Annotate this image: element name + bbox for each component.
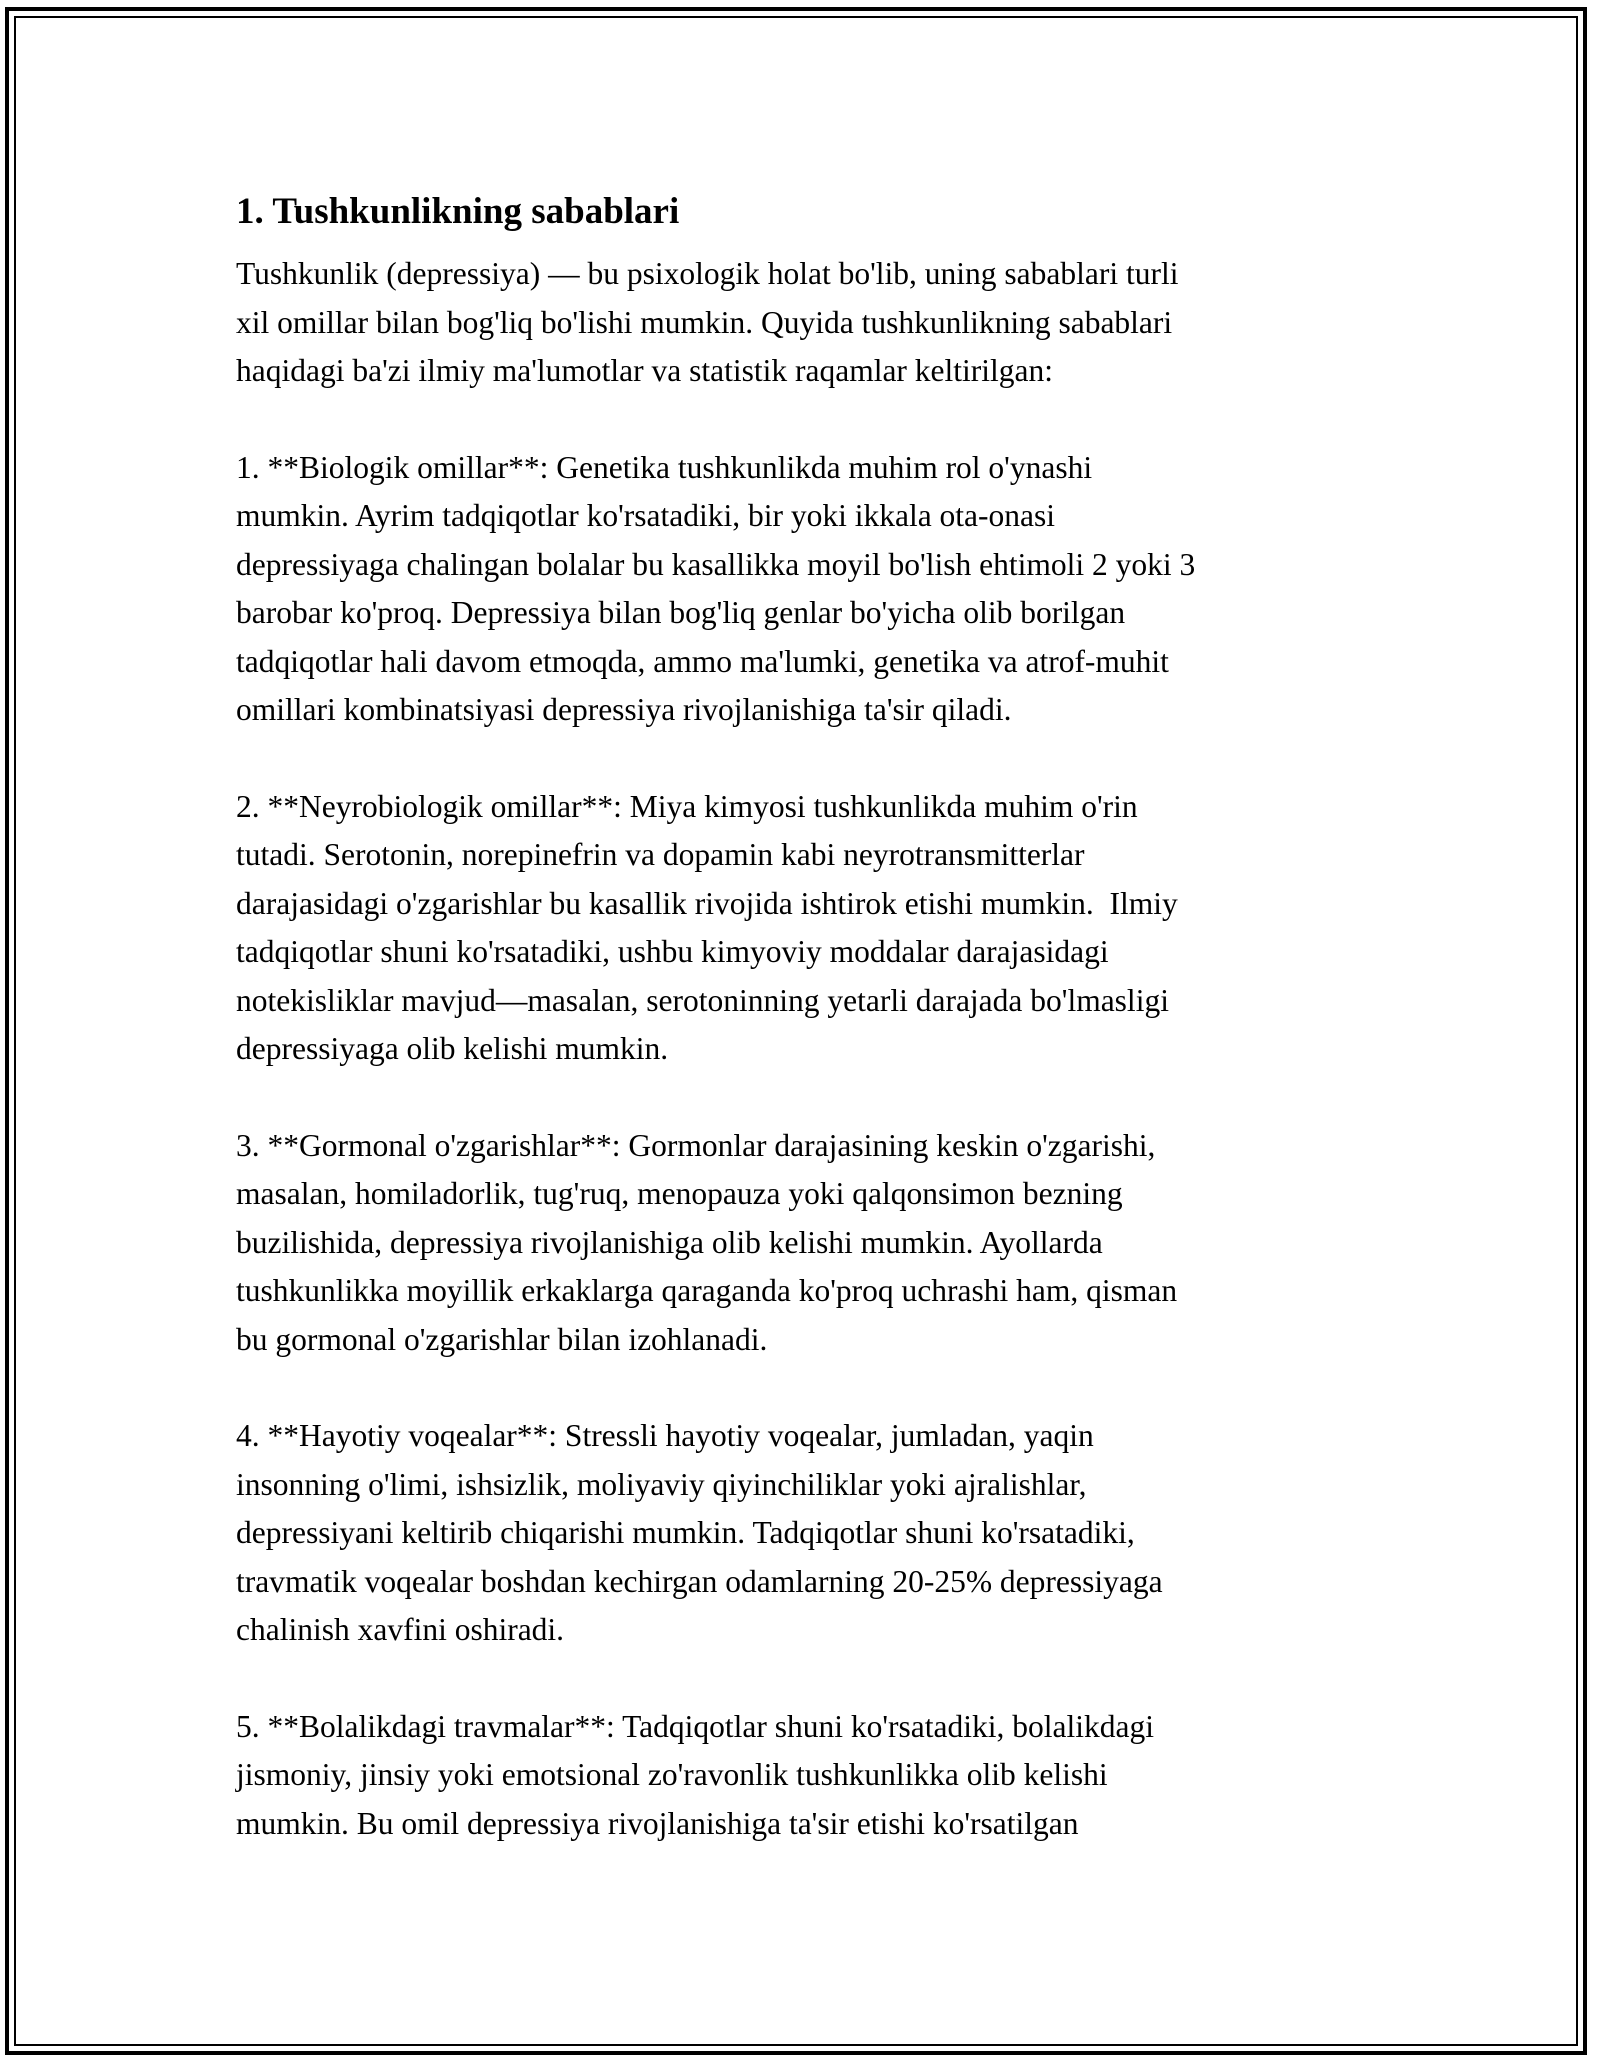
list-item-hormonal-changes [236,1122,1366,1365]
text-line: barobar ko'proq. Depressiya bilan bog'liq genlar bo'yicha olib borilgan [236,595,1126,630]
text-line: tadqiqotlar shuni ko'rsatadiki, ushbu kimyoviy moddalar darajasidagi [236,934,1109,969]
text-line: 1. **Biologik omillar**: Genetika tushkunlikda muhim rol o'ynashi [236,449,1093,485]
text-line: buzilishida, depressiya rivojlanishiga olib kelishi mumkin. Ayollarda [236,1224,1103,1260]
text-line: notekisliklar mavjud—masalan, serotoninning yetarli darajada bo'lmasligi [236,982,1169,1018]
text-line: 2. **Neyrobiologik omillar**: Miya kimyosi tushkunlikda muhim o'rin [236,788,1138,824]
text-line: 5. **Bolalikdagi travmalar**: Tadqiqotlar shuni ko'rsatadiki, bolalikdagi [236,1708,1154,1744]
text-line: haqidagi ba'zi ilmiy ma'lumotlar va statistik raqamlar keltirilgan: [236,353,1054,388]
text-line: darajasidagi o'zgarishlar bu kasallik rivojida ishtirok etishi mumkin. Ilmiy [236,885,1178,921]
text-line: depressiyaga olib kelishi mumkin. [236,1031,669,1066]
section-heading: 1. Tushkunlikning sabablari [236,191,680,232]
text-line: tutadi. Serotonin, norepinefrin va dopamin kabi neyrotransmitterlar [236,837,1085,872]
text-line: bu gormonal o'zgarishlar bilan izohlanadi. [236,1321,768,1357]
text-line: mumkin. Ayrim tadqiqotlar ko'rsatadiki, bir yoki ikkala ota-onasi [236,498,1056,533]
list-item-biological-factors [236,444,1366,735]
text-line: travmatik voqealar boshdan kechirgan odamlarning 20-25% depressiyaga [236,1563,1163,1599]
list-item-life-events [236,1412,1366,1655]
text-line: omillari kombinatsiyasi depressiya rivojlanishiga ta'sir qiladi. [236,692,1012,727]
intro-paragraph [236,250,1366,396]
text-line: chalinish xavfini oshiradi. [236,1612,565,1647]
text-line: depressiyani keltirib chiqarishi mumkin. Tadqiqotlar shuni ko'rsatadiki, [236,1515,1135,1550]
text-line: 4. **Hayotiy voqealar**: Stressli hayotiy voqealar, jumladan, yaqin [236,1418,1094,1453]
document-body [236,188,1366,1896]
text-line: tushkunlikka moyillik erkaklarga qaraganda ko'proq uchrashi ham, qisman [236,1273,1178,1308]
list-item-neurobiological-factors [236,783,1366,1074]
text-line: masalan, homiladorlik, tug'ruq, menopauza yoki qalqonsimon bezning [236,1176,1123,1211]
list-item-childhood-trauma [236,1703,1366,1849]
text-line: tadqiqotlar hali davom etmoqda, ammo ma'lumki, genetika va atrof-muhit [236,643,1169,679]
text-line: xil omillar bilan bog'liq bo'lishi mumkin. Quyida tushkunlikning sabablari [236,304,1173,340]
text-line: 3. **Gormonal o'zgarishlar**: Gormonlar darajasining keskin o'zgarishi, [236,1127,1156,1163]
text-line: Tushkunlik (depressiya) — bu psixologik holat bo'lib, uning sabablari turli [236,256,1179,291]
text-line: mumkin. Bu omil depressiya rivojlanishiga ta'sir etishi ko'rsatilgan [236,1805,1079,1841]
text-line: depressiyaga chalingan bolalar bu kasallikka moyil bo'lish ehtimoli 2 yoki 3 [236,546,1196,582]
text-line: insonning o'limi, ishsizlik, moliyaviy qiyinchiliklar yoki ajralishlar, [236,1466,1087,1502]
text-line: jismoniy, jinsiy yoki emotsional zo'ravonlik tushkunlikka olib kelishi [236,1757,1108,1792]
